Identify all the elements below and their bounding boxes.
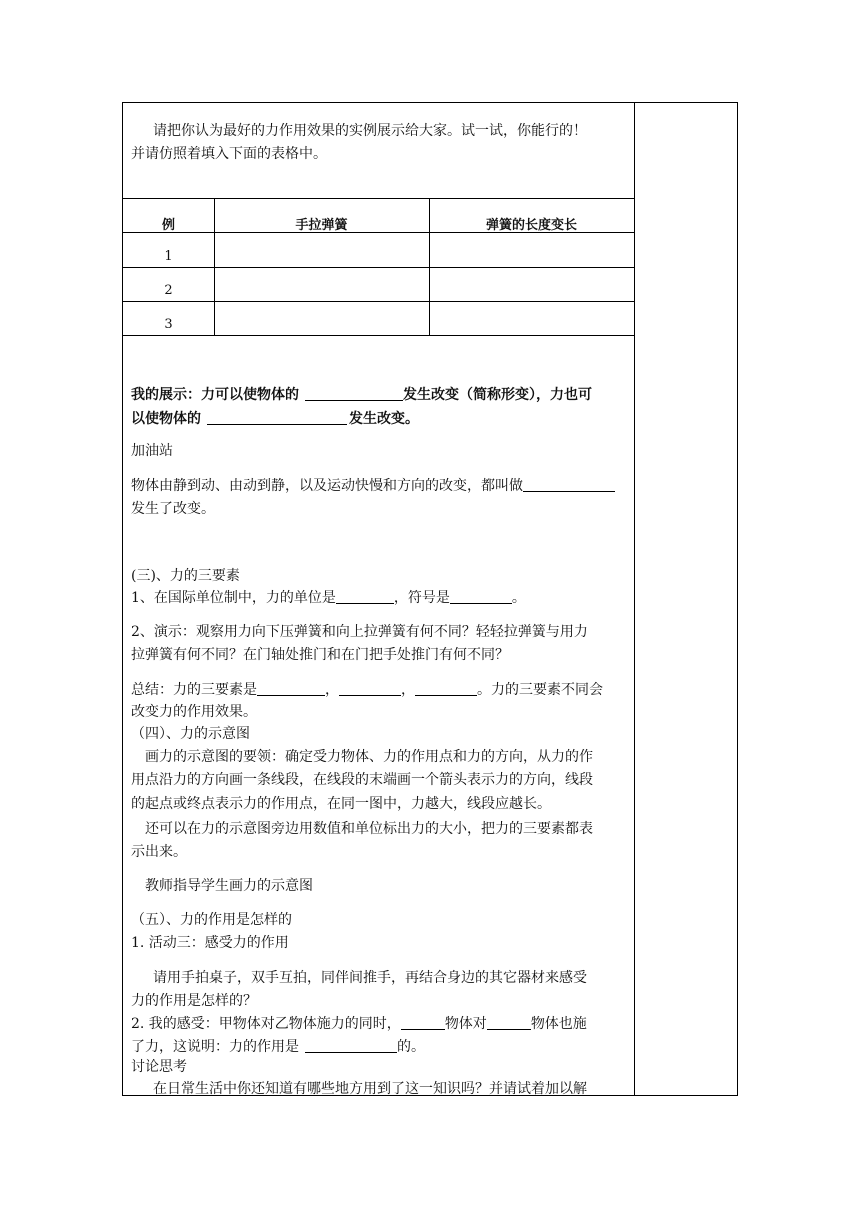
section5-feeling-line-1: 2. 我的感受：甲物体对乙物体施力的同时， 物体对 物体也施 [131,1016,587,1032]
table-header-example: 例 [161,218,175,233]
section5-feeling-line-2: 了力，这说明：力的作用是 的。 [131,1039,425,1055]
section5-activity-line-2: 力的作用是怎样的？ [131,993,257,1009]
section4-para1-line-3: 的起点或终点表示力的作用点，在同一图中，力越大，线段应越长。 [131,796,551,812]
discussion-line-1: 在日常生活中你还知道有哪些地方用到了这一知识吗？并请试着加以解 [153,1081,587,1097]
show-line-1: 我的展示：力可以使物体的 发生改变（简称形变），力也可 [131,387,592,403]
section4-para1-line-1: 画力的示意图的要领：确定受力物体、力的作用点和力的方向，从力的作 [145,749,593,765]
lesson-frame [122,102,738,1096]
station-title: 加油站 [131,443,173,459]
right-column-divider [634,103,635,1095]
intro-line-1: 请把你认为最好的力作用效果的实例展示给大家。试一试，你能行的！ [153,123,587,139]
section3-item-2-line-1: 2、演示：观察用力向下压弹簧和向上拉弹簧有何不同？轻轻拉弹簧与用力 [131,624,588,640]
section5-activity-title: 1. 活动三：感受力的作用 [131,935,289,951]
main-column [123,103,634,1095]
table-header-pull-spring: 手拉弹簧 [295,218,348,233]
show-line-2: 以使物体的 发生改变。 [131,411,419,427]
section4-title: （四）、力的示意图 [131,726,250,742]
table-row-3-label: 3 [164,317,173,332]
table-row-2-label: 2 [164,283,173,298]
table-row-1-label: 1 [164,249,173,264]
station-line-1: 物体由静到动、由动到静，以及运动快慢和方向的改变，都叫做 [131,475,615,497]
section3-summary-line-2: 改变力的作用效果。 [131,704,257,720]
section3-summary-line-1: 总结：力的三要素是 ， ， 。力的三要素不同会 [131,682,603,698]
section4-teacher-note: 教师指导学生画力的示意图 [145,878,313,894]
section3-item-1: 1、在国际单位制中，力的单位是 ，符号是 。 [131,590,526,606]
intro-line-2: 并请仿照着填入下面的表格中。 [131,146,327,162]
discussion-title: 讨论思考 [131,1059,187,1075]
section5-title: （五）、力的作用是怎样的 [131,912,292,928]
section4-para2-line-2: 示出来。 [131,844,187,860]
table-header-spring-longer: 弹簧的长度变长 [485,218,577,233]
station-line-2: 发生了改变。 [131,501,215,517]
section3-item-2-line-2: 拉弹簧有何不同？在门轴处推门和在门把手处推门有何不同？ [131,647,509,663]
section3-title: (三)、力的三要素 [131,568,240,584]
section4-para2-line-1: 还可以在力的示意图旁边用数值和单位标出力的大小，把力的三要素都表 [145,821,593,837]
section5-activity-line-1: 请用手拍桌子，双手互拍，同伴间推手，再结合身边的其它器材来感受 [153,970,587,986]
section4-para1-line-2: 用点沿力的方向画一条线段，在线段的末端画一个箭头表示力的方向，线段 [131,772,593,788]
